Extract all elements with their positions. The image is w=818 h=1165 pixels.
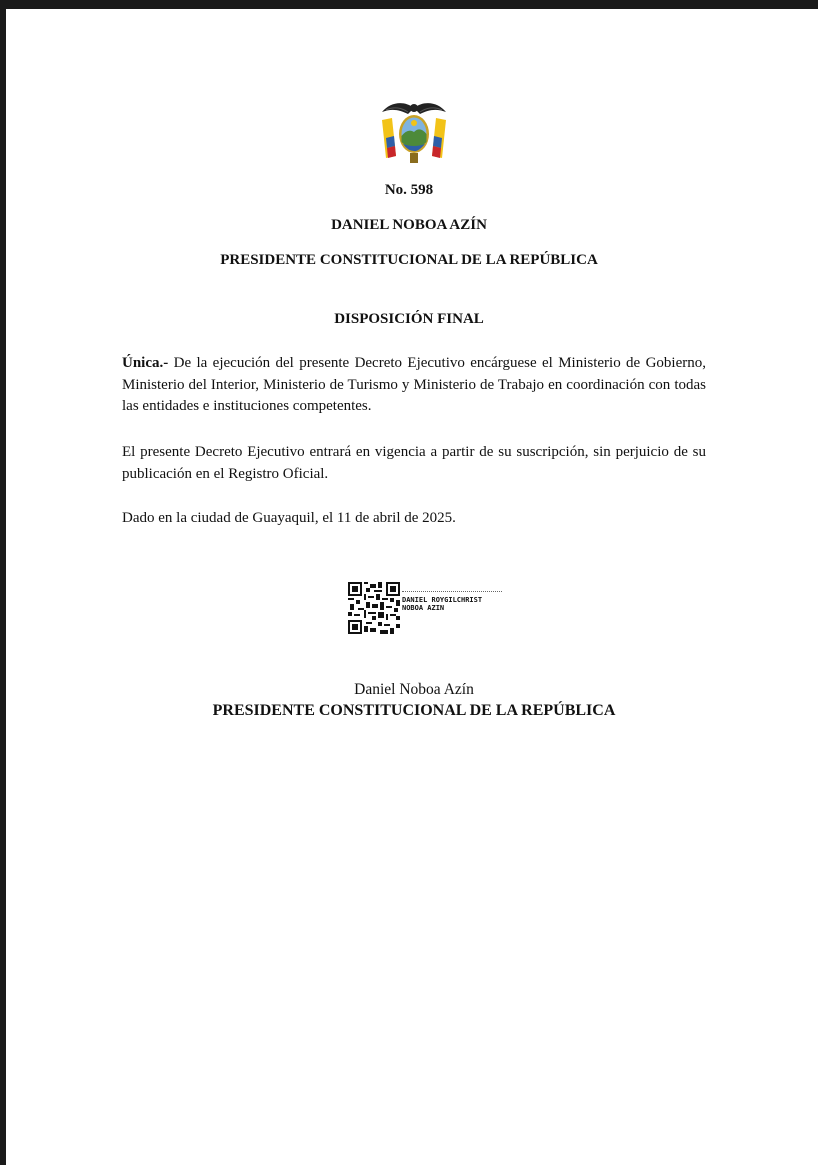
section-title: DISPOSICIÓN FINAL	[334, 311, 484, 327]
qr-code-icon	[348, 582, 400, 634]
electronic-signature	[348, 582, 508, 634]
paragraph-unica	[122, 353, 706, 418]
signer-line-2: NOBOA AZIN	[402, 604, 445, 612]
coat-of-arms-icon	[378, 98, 450, 166]
paragraph-lead: Única.-	[122, 355, 169, 371]
paragraph-vigencia: El presente Decreto Ejecutivo entrará en vigencia a partir de su suscripción, sin perjuicio de su publicación en el Registro Oficial.	[122, 444, 706, 482]
paragraph-body: De la ejecución del presente Decreto Ejecutivo encárguese el Ministerio de Gobierno, Ministerio del Interior, Ministerio de Turismo y Ministerio de Trabajo en coordinación con todas las entidades e instituciones competentes.	[122, 355, 706, 414]
author-title: PRESIDENTE CONSTITUCIONAL DE LA REPÚBLICA	[220, 252, 598, 268]
signer-name: Daniel Noboa Azín	[354, 681, 474, 698]
paragraph-dado: Dado en la ciudad de Guayaquil, el 11 de abril de 2025.	[122, 510, 456, 526]
signer-title: PRESIDENTE CONSTITUCIONAL DE LA REPÚBLICA	[212, 702, 616, 719]
decree-number: No. 598	[384, 182, 434, 198]
author-name: DANIEL NOBOA AZÍN	[331, 217, 487, 233]
signer-line-1: DANIEL ROYGILCHRIST	[402, 596, 483, 604]
signature-signer-text	[402, 596, 482, 612]
left-frame-bar	[0, 0, 6, 1165]
signature-dotted-line	[402, 591, 502, 592]
top-frame-bar	[0, 0, 818, 9]
